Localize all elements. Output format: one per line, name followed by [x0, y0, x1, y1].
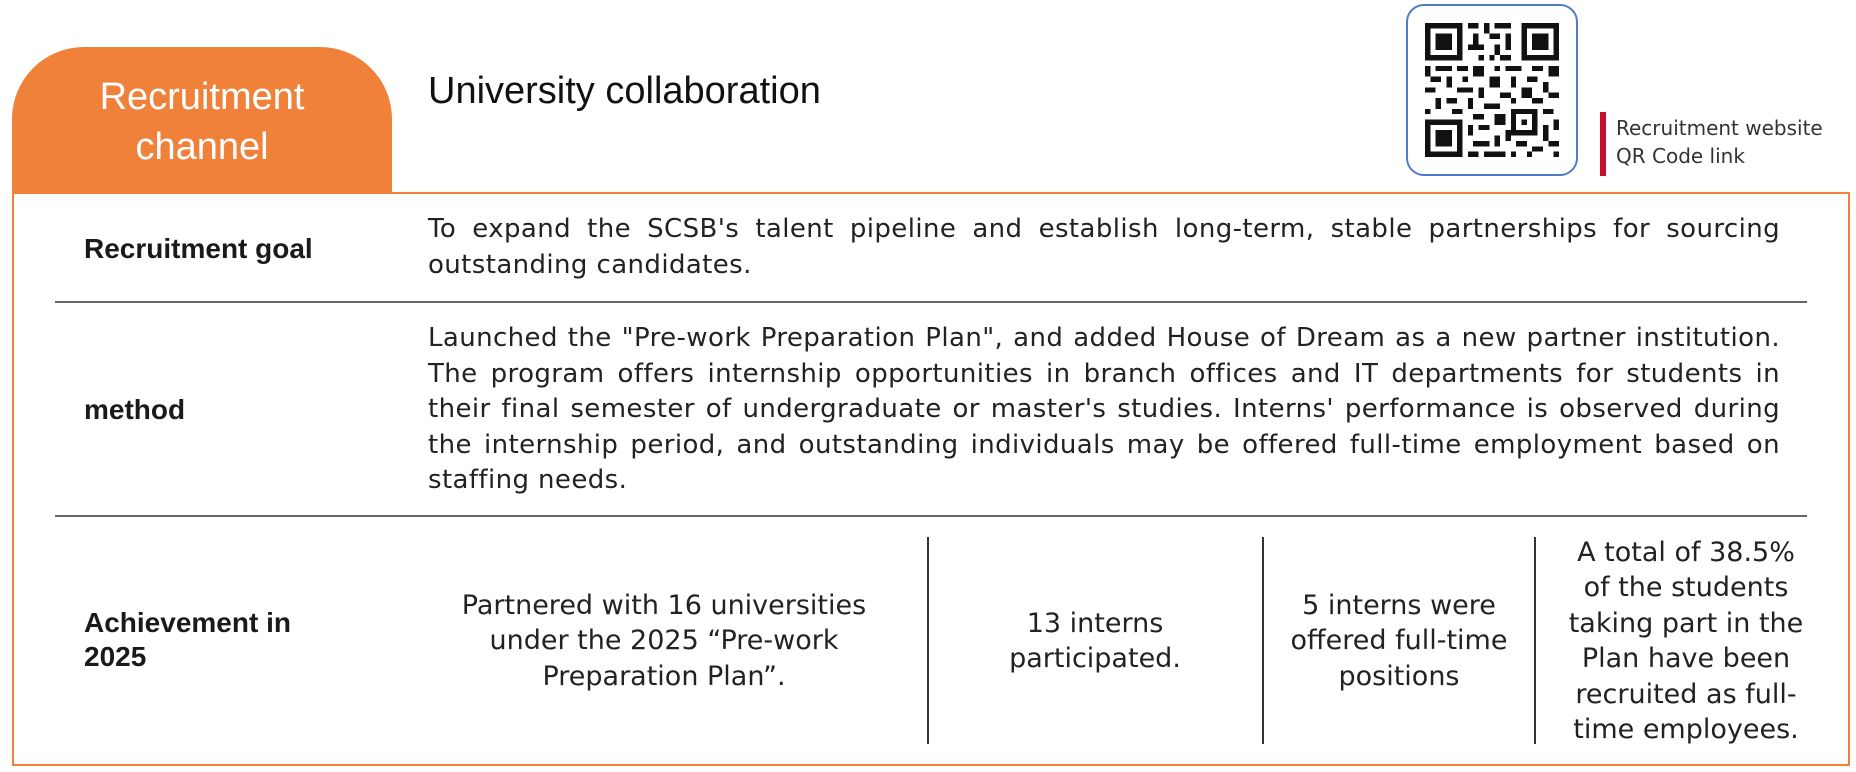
- row-divider: [55, 515, 1807, 517]
- qr-label: [1616, 114, 1823, 170]
- column-divider: [1534, 537, 1536, 744]
- tab-label: Recruitment channel: [99, 75, 305, 168]
- column-divider: [927, 537, 929, 744]
- goal-text: To expand the SCSB's talent pipeline and establish long-term, stable partnerships for sourcing outstanding candidates.: [428, 214, 1780, 280]
- qr-label-line2: QR Code link: [1616, 144, 1745, 168]
- achievement-cell-universities: [440, 538, 888, 744]
- achievement-cell-text: Partnered with 16 universities under the 2025 “Pre-work Preparation Plan”.: [461, 589, 867, 692]
- achievement-cell-offers: [1284, 538, 1514, 744]
- method-text: Launched the "Pre-work Preparation Plan", and added House of Dream as a new partner institution. The program offers internship opportunities in branch offices and IT departments for students in their final semester of undergraduate or master's studies. Interns' performance is observed during the internship period, and outstanding individuals may be offered full-time employment based on staffing needs.: [428, 323, 1780, 495]
- achievement-cell-text: 5 interns were offered full-time positions: [1290, 589, 1508, 692]
- qr-label-line1: Recruitment website: [1616, 116, 1823, 140]
- achievement-cell-interns: [980, 538, 1210, 744]
- achievement-cell-text: A total of 38.5% of the students taking part in the Plan have been recruited as full-time employees.: [1568, 536, 1804, 745]
- row-divider: [55, 301, 1807, 303]
- method-label: method: [84, 394, 186, 425]
- achievement-cell-recruited: [1566, 538, 1806, 744]
- recruitment-channel-tab: [12, 47, 392, 192]
- achievement-cell-text: 13 interns participated.: [1009, 607, 1181, 674]
- qr-code-link[interactable]: [1406, 4, 1578, 176]
- channel-title: University collaboration: [428, 70, 821, 112]
- achievement-label: Achievement in 2025: [84, 607, 291, 672]
- column-divider: [1262, 537, 1264, 744]
- qr-code-icon: [1425, 23, 1559, 157]
- qr-label-accent-bar: [1600, 112, 1606, 176]
- goal-label: Recruitment goal: [84, 233, 313, 264]
